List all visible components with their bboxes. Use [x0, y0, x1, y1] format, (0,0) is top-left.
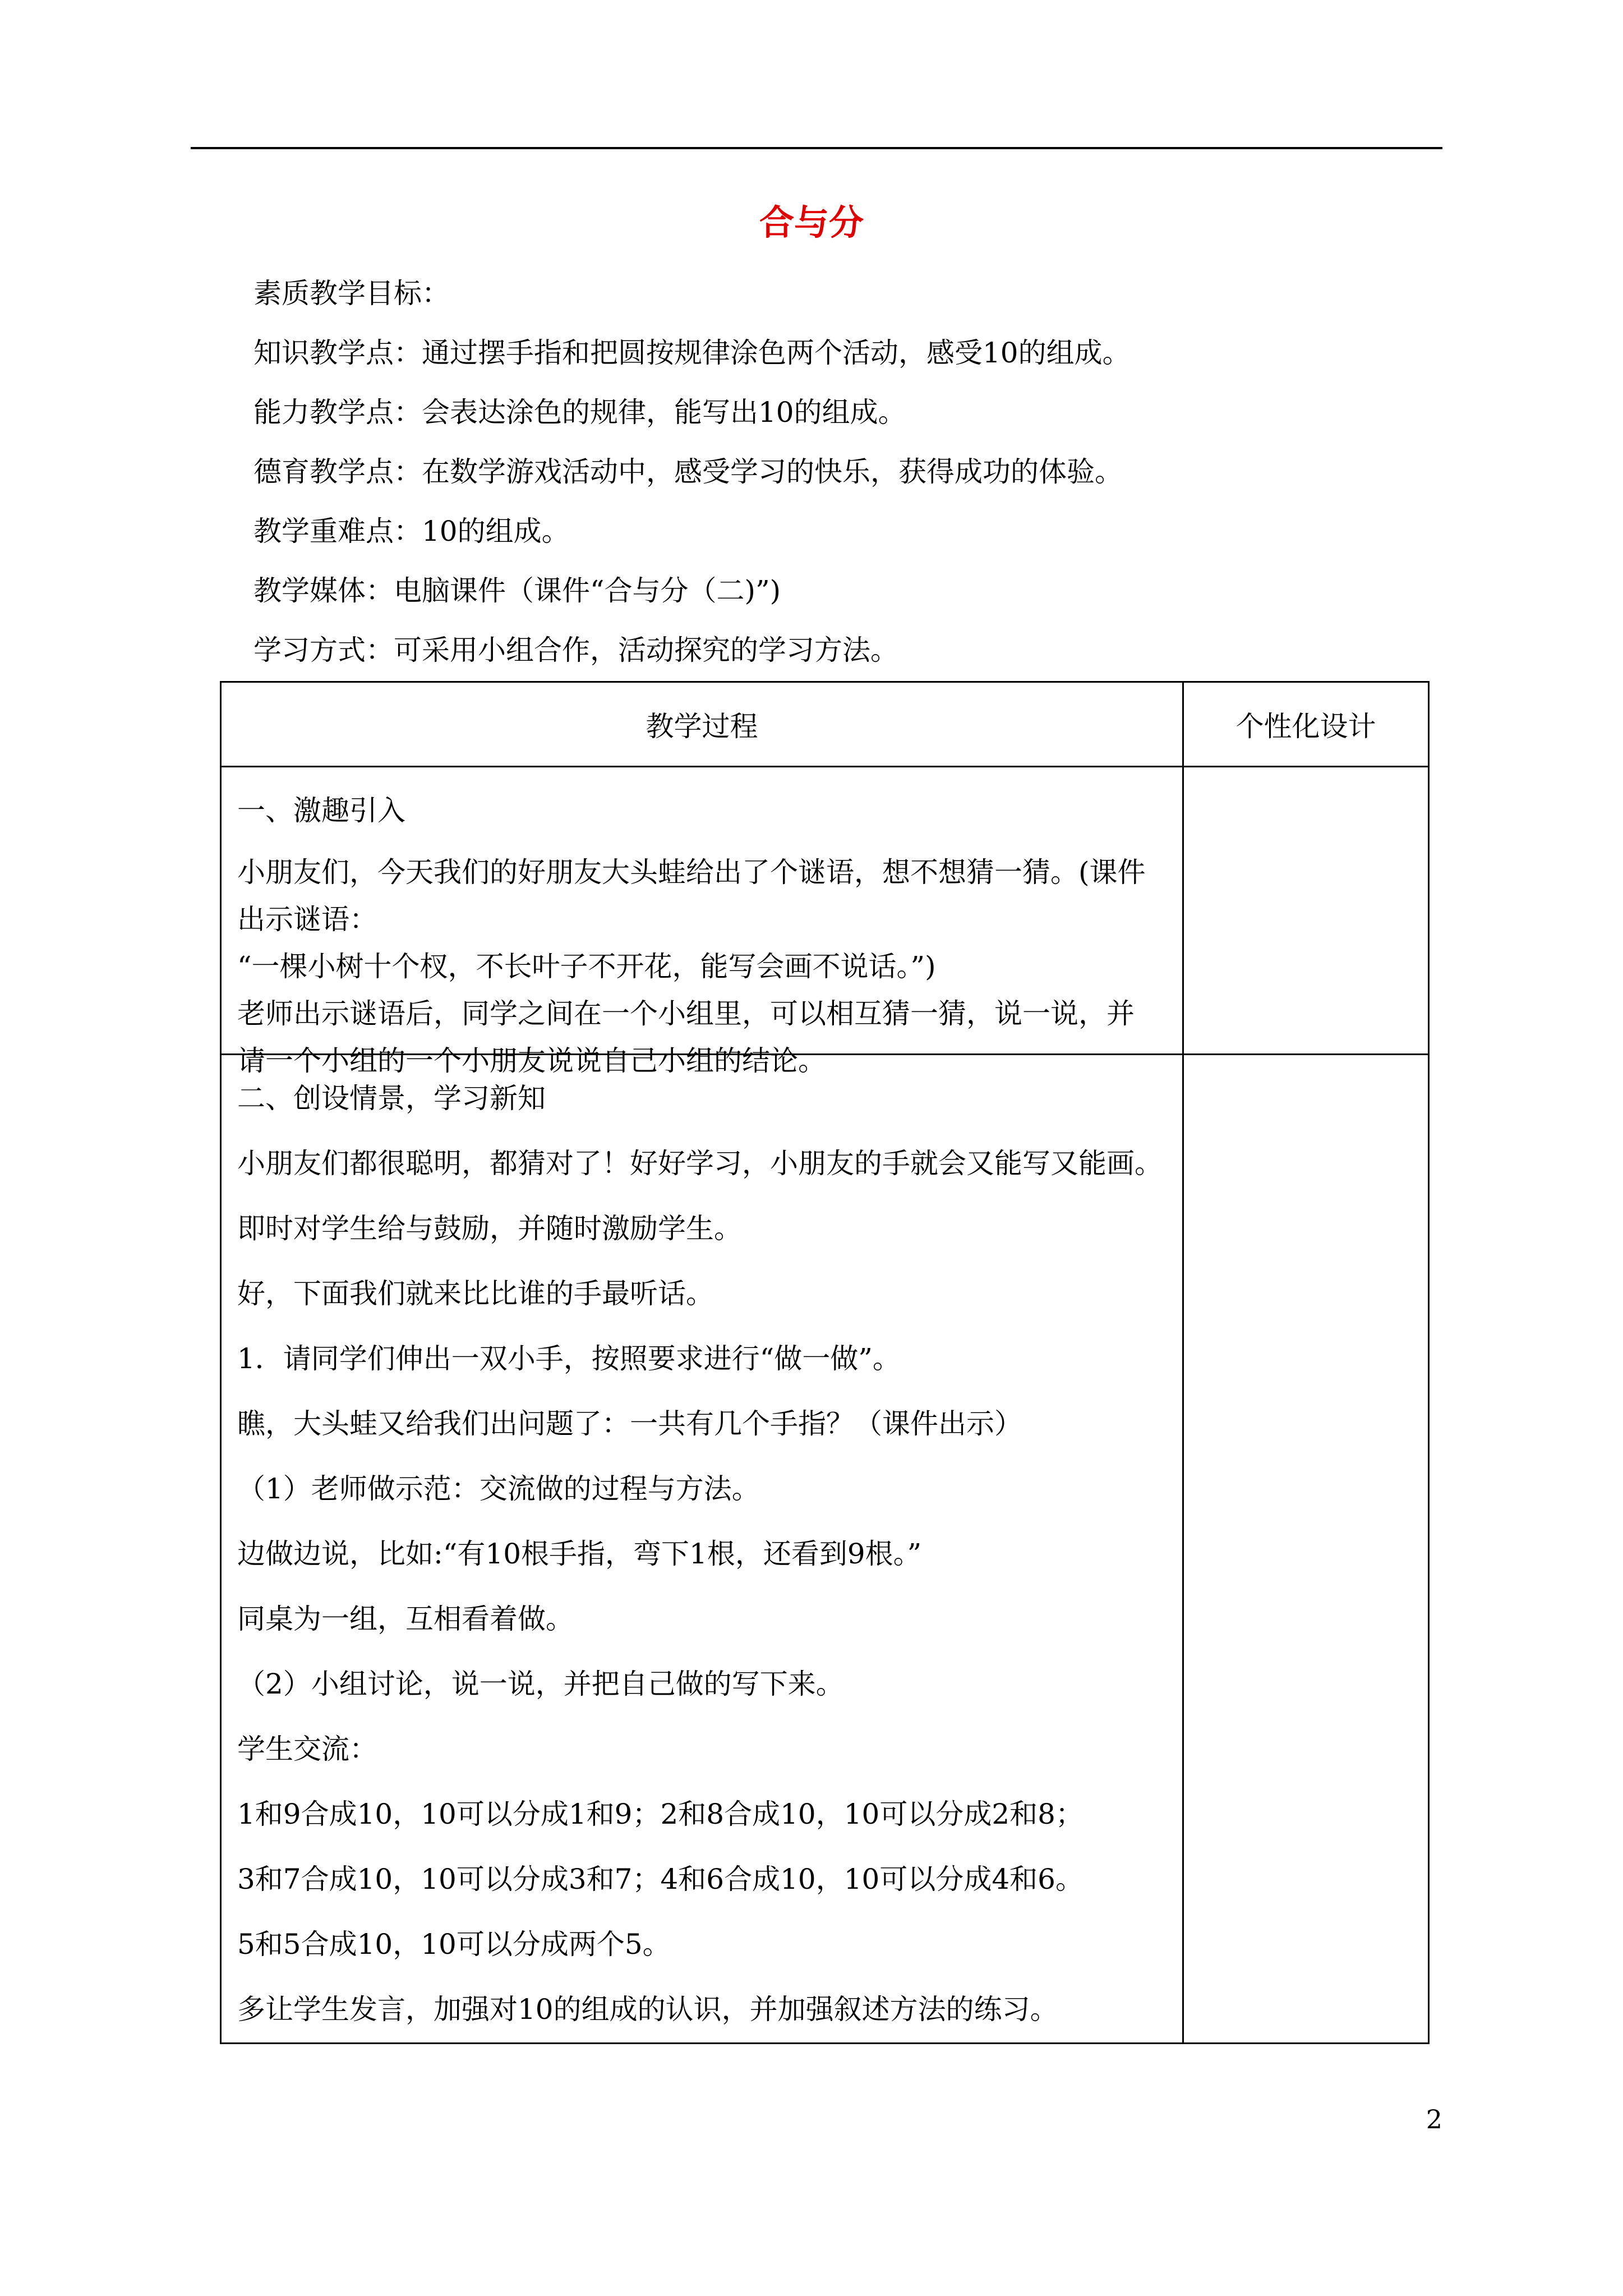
section-2-line: 5和5合成10，10可以分成两个5。 [237, 1928, 671, 1961]
section-1-personal-cell [1183, 767, 1429, 1055]
section-2-line: （1）老师做示范：交流做的过程与方法。 [237, 1473, 760, 1505]
section-2-line: 同桌为一组，互相看着做。 [237, 1603, 574, 1635]
section-2-cell [221, 1055, 1183, 2044]
section-2-personal-cell [1183, 1055, 1429, 2044]
section-2-heading: 二、创设情景，学习新知 [237, 1082, 546, 1115]
section-2-line: 瞧，大头蛙又给我们出问题了：一共有几个手指？（课件出示） [237, 1407, 1022, 1440]
table-header-row [221, 682, 1429, 767]
intro-knowledge-point: 知识教学点：通过摆手指和把圆按规律涂色两个活动，感受10的组成。 [253, 337, 1131, 369]
header-rule [191, 147, 1442, 149]
section-2-line: 1．请同学们伸出一双小手，按照要求进行“做一做”。 [237, 1342, 901, 1375]
intro-learning-method: 学习方式：可采用小组合作，活动探究的学习方法。 [253, 634, 898, 666]
intro-media: 教学媒体：电脑课件（课件“合与分（二)”) [253, 574, 781, 607]
section-1-heading: 一、激趣引入 [237, 794, 405, 827]
intro-moral-point: 德育教学点：在数学游戏活动中，感受学习的快乐，获得成功的体验。 [253, 455, 1123, 488]
document-title: 合与分 [759, 202, 864, 243]
page-number: 2 [1426, 2104, 1442, 2134]
section-2-line: 边做边说，比如:“有10根手指，弯下1根，还看到9根。” [237, 1538, 922, 1570]
header-personalized-design: 个性化设计 [1183, 682, 1429, 767]
section-1-cell [221, 767, 1183, 1077]
section-2-line: 小朋友们都很聪明，都猜对了！好好学习，小朋友的手就会又能写又能画。 [237, 1147, 1163, 1180]
table-row [221, 767, 1429, 1055]
section-2-line: 多让学生发言，加强对10的组成的认识，并加强叙述方法的练习。 [237, 1993, 1058, 2026]
section-2-line: 学生交流： [237, 1733, 377, 1765]
header-teaching-process: 教学过程 [221, 682, 1183, 767]
section-2-line: 即时对学生给与鼓励，并随时激励学生。 [237, 1212, 742, 1245]
intro-ability-point: 能力教学点：会表达涂色的规律，能写出10的组成。 [253, 396, 906, 429]
section-1-line: “一棵小树十个杈，不长叶子不开花，能写会画不说话。”) [237, 950, 936, 983]
section-2-line: （2）小组讨论，说一说，并把自己做的写下来。 [237, 1668, 844, 1700]
intro-key-difficulty: 教学重难点：10的组成。 [253, 515, 570, 547]
lesson-table [220, 681, 1430, 2044]
section-1-line: 老师出示谜语后，同学之间在一个小组里，可以相互猜一猜，说一说，并 [237, 997, 1135, 1030]
intro-objectives-heading: 素质教学目标： [253, 277, 450, 310]
section-1-line: 出示谜语： [237, 903, 377, 936]
section-2-line: 1和9合成10，10可以分成1和9；2和8合成10，10可以分成2和8； [237, 1798, 1083, 1830]
section-1-line: 请一个小组的一个小朋友说说自己小组的结论。 [237, 1045, 826, 1077]
section-1-line: 小朋友们，今天我们的好朋友大头蛙给出了个谜语，想不想猜一猜。(课件 [237, 856, 1146, 889]
intro-block [253, 264, 1454, 680]
table-row [221, 1055, 1429, 2044]
section-2-line: 3和7合成10，10可以分成3和7；4和6合成10，10可以分成4和6。 [237, 1863, 1083, 1895]
section-2-line: 好，下面我们就来比比谁的手最听话。 [237, 1277, 714, 1310]
